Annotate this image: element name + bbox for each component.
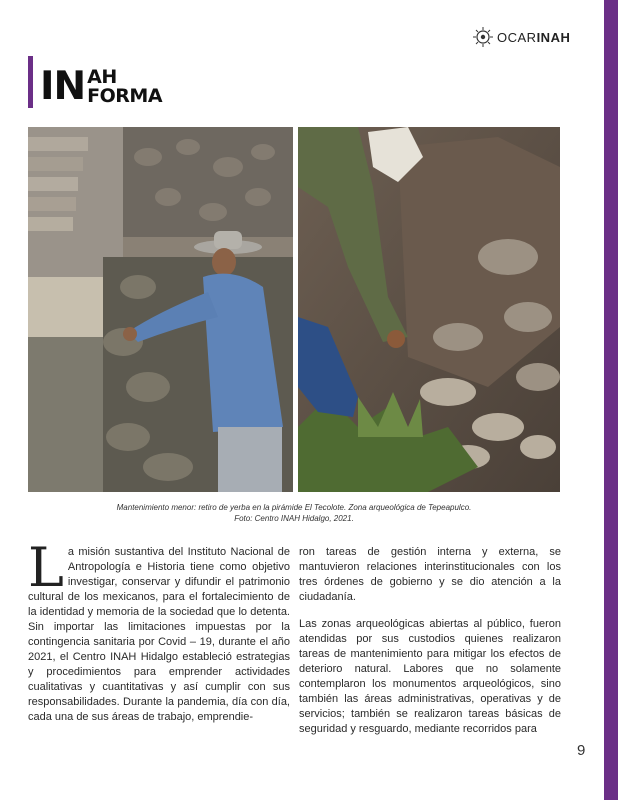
photo-left: [28, 127, 293, 492]
caption-line-1: Mantenimiento menor: retiro de yerba en la pirámide El Tecolote. Zona arqueológica de Tepeapulco.: [116, 503, 472, 512]
brand-accent-line: [28, 56, 33, 108]
ocarinah-logo: [472, 24, 570, 50]
photo-caption: [28, 502, 560, 524]
photo-right: [298, 127, 560, 492]
caption-line-2: Foto: Centro INAH Hidalgo, 2021.: [234, 514, 354, 523]
inah-informa-brand: [40, 60, 163, 109]
brand-ah: AH: [87, 66, 117, 88]
ocarina-emblem-icon: [472, 26, 494, 48]
article-paragraph: ron tareas de gestión interna y externa, se mantuvieron relaciones interinstitucionales con los tres órdenes de gobierno y se dio atención a la ciudadanía.: [299, 546, 561, 603]
logo-text: OCARINAH: [497, 29, 571, 45]
article-paragraph: Las zonas arqueológicas abiertas al público, fueron atendidas por sus custodios quienes realizaron tareas de mantenimiento para mitigar los efectos de deterioro natural. Labores que no solamente contemplaron los monumentos arqueológicos, sino también las áreas administrativas, operativas y de servicios; también se realizaron tareas básicas de seguridad y resguardo, mediante recorridos para: [299, 618, 561, 735]
brand-in: IN: [40, 64, 86, 109]
paragraph-text: a misión sustantiva del Instituto Nacional de Antropología e Historia tiene como objetivo investigar, conservar y difundir el patrimonio cultural de los mexicanos, para el fortalecimiento de la identidad y memoria de la sociedad que lo detenta. Sin importar las limitaciones impuestas por la contingencia sanitaria por Covid – 19, durante el año 2021, el Centro INAH Hidalgo estableció estrategias y procedimientos para emprender actividades cualitativas y cuantitativas y así cumplir con sus responsabilidades. Durante la pandemia, día con día, cada una de sus áreas de trabajo, emprendie-: [28, 546, 290, 723]
drop-cap: L: [28, 536, 64, 599]
article-column-right: [299, 545, 561, 737]
article-column-left: [28, 536, 290, 725]
photo-collage: [28, 127, 560, 492]
article-paragraph: [28, 536, 290, 725]
side-accent-bar: [604, 0, 618, 800]
page-number: 9: [577, 742, 586, 759]
brand-forma: FORMA: [87, 85, 163, 107]
